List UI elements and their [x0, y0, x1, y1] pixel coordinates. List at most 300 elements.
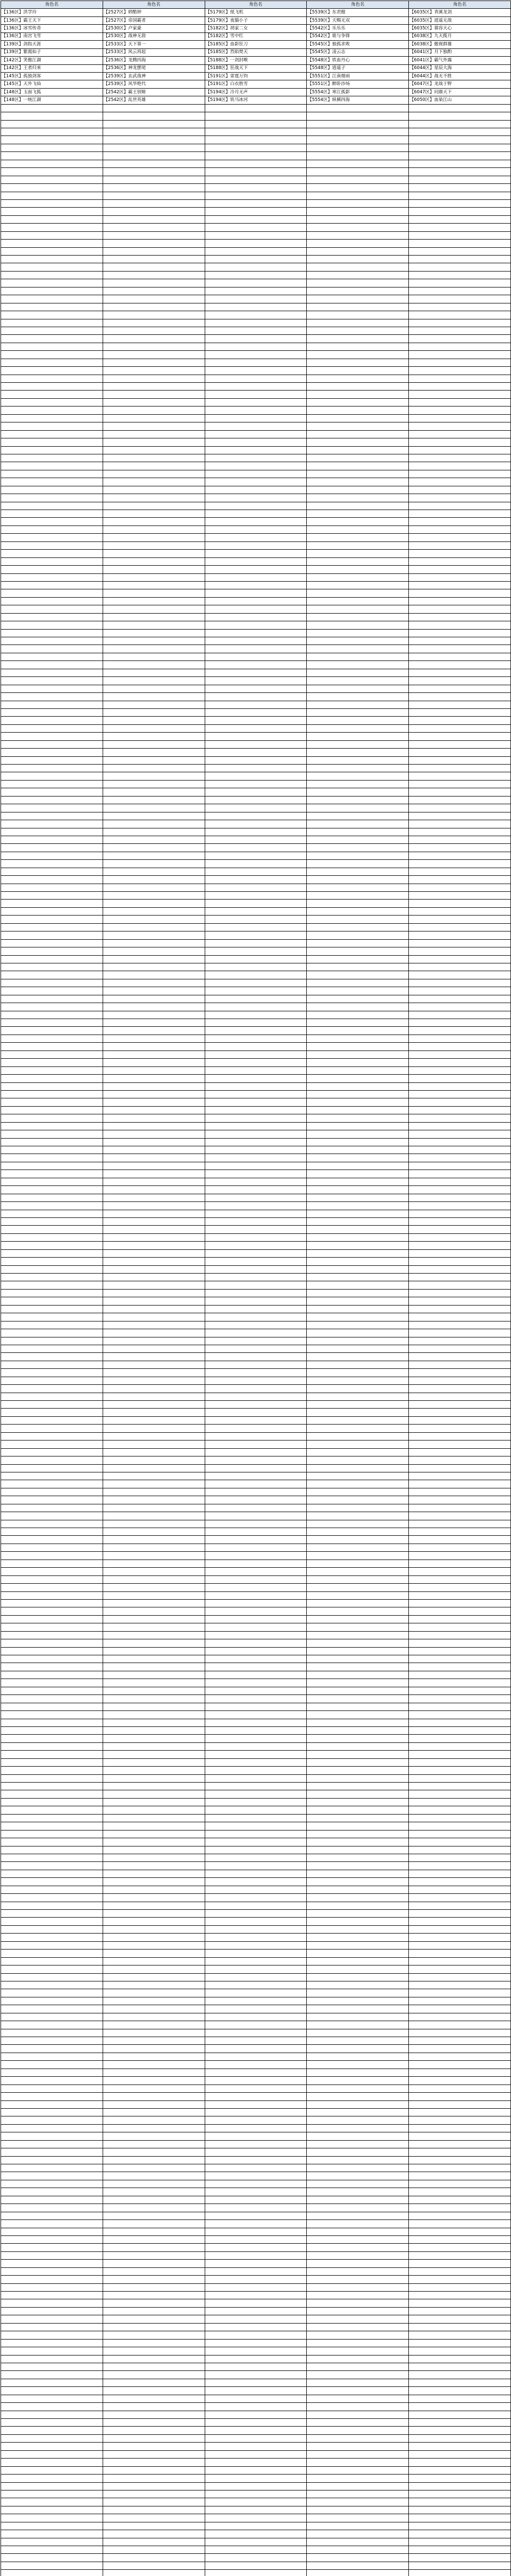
role-name-cell: 【2527区】婷酷钟 [103, 9, 205, 16]
role-name-cell [409, 669, 511, 676]
role-name-cell [1, 1512, 103, 1520]
role-name-cell [1, 605, 103, 613]
table-row [1, 2148, 511, 2156]
role-name-cell [205, 2164, 307, 2172]
table-row [1, 152, 511, 160]
role-name-cell [1, 391, 103, 398]
role-name-cell [409, 2235, 511, 2243]
role-name-cell [205, 1130, 307, 1138]
table-row [1, 2235, 511, 2243]
role-name-cell [307, 573, 409, 581]
role-name-cell [205, 1711, 307, 1719]
role-name-cell [1, 947, 103, 955]
table-row [1, 1448, 511, 1456]
role-name-cell [205, 1146, 307, 1154]
role-name-cell [1, 398, 103, 406]
role-name-cell [409, 1297, 511, 1305]
role-name-cell [1, 1035, 103, 1042]
table-row [1, 2299, 511, 2307]
role-name-cell [307, 2188, 409, 2196]
role-name-cell [103, 367, 205, 375]
role-name-cell [307, 1663, 409, 1671]
role-name-cell [205, 947, 307, 955]
role-name-cell [409, 1456, 511, 1464]
role-name-cell: 【5551区】醉卧沙场 [307, 80, 409, 88]
table-row [1, 2459, 511, 2466]
table-row [1, 2331, 511, 2339]
role-name-cell [205, 486, 307, 494]
role-name-cell [307, 1289, 409, 1297]
table-row [1, 64, 511, 72]
role-name-cell [409, 303, 511, 311]
table-row [1, 478, 511, 486]
role-name-cell [103, 749, 205, 756]
role-name-cell [103, 1687, 205, 1694]
role-name-cell [205, 2172, 307, 2180]
role-name-cell [409, 573, 511, 581]
role-name-cell [103, 1790, 205, 1798]
role-name-cell [1, 772, 103, 780]
role-name-cell [307, 152, 409, 160]
role-name-cell [1, 1950, 103, 1957]
table-row [1, 1456, 511, 1464]
table-row [1, 1011, 511, 1019]
role-name-cell [307, 359, 409, 366]
role-name-cell: 【5191区】白衣胜雪 [205, 80, 307, 88]
role-name-cell [1, 2283, 103, 2291]
role-name-cell [205, 900, 307, 907]
table-row [1, 1043, 511, 1050]
table-row [1, 1321, 511, 1329]
role-name-cell [409, 947, 511, 955]
role-name-cell [409, 2554, 511, 2562]
role-name-cell [205, 2244, 307, 2251]
role-name-cell [1, 2299, 103, 2307]
role-name-cell [205, 1090, 307, 1098]
role-name-cell [307, 240, 409, 247]
role-name-cell [307, 1242, 409, 1249]
role-name-cell [205, 1186, 307, 1194]
table-row [1, 1806, 511, 1814]
role-name-cell [1, 1274, 103, 1281]
role-name-cell [103, 1122, 205, 1130]
table-row [1, 120, 511, 128]
table-row [1, 2116, 511, 2124]
table-row [1, 1703, 511, 1710]
role-name-cell [307, 1568, 409, 1575]
role-name-cell [409, 120, 511, 128]
role-name-cell: 【6035区】青溪龙剑 [409, 9, 511, 16]
role-name-cell [409, 494, 511, 502]
role-name-cell [205, 2283, 307, 2291]
role-name-cell [307, 2546, 409, 2554]
role-name-cell [205, 2124, 307, 2132]
role-name-cell [205, 1217, 307, 1225]
role-name-cell [205, 2005, 307, 2013]
role-name-cell [1, 1432, 103, 1440]
role-name-cell [1, 2045, 103, 2053]
table-row [1, 48, 511, 56]
role-name-cell [103, 2475, 205, 2482]
role-name-cell [307, 1735, 409, 1742]
role-name-cell [1, 1735, 103, 1742]
role-name-cell [307, 136, 409, 144]
role-name-cell [409, 812, 511, 820]
role-name-cell [1, 1425, 103, 1432]
role-name-cell [409, 557, 511, 565]
table-row [1, 629, 511, 637]
role-name-cell [1, 653, 103, 660]
role-name-cell [307, 1369, 409, 1377]
table-row [1, 16, 511, 24]
table-row [1, 733, 511, 740]
table-row [1, 1663, 511, 1671]
role-name-cell [307, 717, 409, 724]
role-name-cell [205, 637, 307, 645]
role-name-cell [307, 1075, 409, 1082]
role-name-cell [409, 1050, 511, 1058]
role-name-cell [307, 2260, 409, 2267]
table-row [1, 2156, 511, 2164]
role-name-cell [1, 1162, 103, 1170]
role-name-cell [103, 788, 205, 796]
table-row [1, 510, 511, 518]
role-name-cell [307, 2443, 409, 2450]
role-name-cell [409, 971, 511, 979]
role-name-cell [205, 2403, 307, 2411]
role-name-cell [1, 1989, 103, 1997]
role-name-cell [205, 923, 307, 931]
table-row [1, 454, 511, 462]
role-name-cell [307, 1265, 409, 1273]
role-name-cell [103, 2459, 205, 2466]
role-name-cell: 【6035区】逍遥无敌 [409, 16, 511, 24]
role-name-cell [307, 2267, 409, 2275]
role-name-cell [103, 1544, 205, 1551]
role-name-cell [409, 2180, 511, 2188]
table-row [1, 1814, 511, 1822]
role-name-cell [1, 1130, 103, 1138]
table-row [1, 2498, 511, 2506]
role-name-cell [307, 2498, 409, 2506]
role-name-cell [307, 279, 409, 287]
role-name-cell: 【5545区】独孤求败 [307, 41, 409, 48]
role-name-cell [409, 295, 511, 303]
role-name-cell [1, 820, 103, 828]
role-name-cell [307, 2490, 409, 2498]
table-row [1, 1496, 511, 1504]
table-row [1, 1488, 511, 1496]
role-name-cell [205, 367, 307, 375]
role-name-cell [1, 2053, 103, 2060]
role-name-cell [307, 2196, 409, 2204]
role-name-cell [1, 1726, 103, 1734]
role-name-cell [307, 852, 409, 859]
role-name-cell [307, 1560, 409, 1567]
table-row [1, 263, 511, 271]
role-name-cell [307, 383, 409, 391]
role-name-cell [409, 256, 511, 263]
role-name-cell [205, 383, 307, 391]
role-name-cell [205, 2045, 307, 2053]
role-name-cell [1, 780, 103, 788]
role-name-cell [205, 1194, 307, 1201]
role-name-cell [205, 526, 307, 533]
role-name-cell [1, 1066, 103, 1074]
role-name-cell [205, 1178, 307, 1185]
role-name-cell: 【5542区】乐乐乐 [307, 25, 409, 32]
table-row [1, 1957, 511, 1965]
role-name-cell [307, 2466, 409, 2474]
table-row [1, 518, 511, 526]
role-name-cell [205, 812, 307, 820]
role-name-cell [409, 2140, 511, 2148]
role-name-cell [205, 1210, 307, 1217]
role-name-cell [103, 2212, 205, 2219]
role-name-cell [409, 1512, 511, 1520]
role-name-cell [205, 2307, 307, 2315]
role-name-cell [409, 263, 511, 271]
role-name-cell [1, 2490, 103, 2498]
table-row [1, 1003, 511, 1011]
role-name-cell [103, 1679, 205, 1687]
role-name-cell [409, 2069, 511, 2076]
role-name-cell [205, 2331, 307, 2339]
role-name-cell [103, 2292, 205, 2299]
role-name-cell [1, 1059, 103, 1066]
role-name-cell [103, 1377, 205, 1384]
role-name-cell [307, 1973, 409, 1981]
role-name-cell [205, 104, 307, 112]
role-name-cell [103, 1528, 205, 1536]
role-name-cell [1, 1075, 103, 1082]
role-name-cell: 【139区】紫霞仙子 [1, 48, 103, 56]
role-name-cell [103, 1973, 205, 1981]
table-row [1, 1528, 511, 1536]
role-name-cell [103, 1814, 205, 1822]
table-row [1, 1154, 511, 1162]
role-name-cell [409, 1806, 511, 1814]
table-row [1, 287, 511, 295]
role-name-cell [1, 343, 103, 350]
role-name-cell [1, 749, 103, 756]
role-name-cell [409, 343, 511, 350]
role-name-cell [205, 844, 307, 852]
table-row [1, 184, 511, 192]
table-row [1, 303, 511, 311]
role-name-cell [409, 1870, 511, 1877]
role-name-cell [205, 2395, 307, 2402]
role-name-cell [1, 2220, 103, 2228]
role-name-cell [103, 295, 205, 303]
role-name-cell [1, 438, 103, 446]
role-name-cell [205, 1965, 307, 1973]
role-name-cell [103, 931, 205, 939]
role-name-cell [103, 231, 205, 239]
role-name-cell [409, 1647, 511, 1655]
role-name-cell [1, 2522, 103, 2530]
role-name-cell [205, 2427, 307, 2434]
role-name-cell [1, 1568, 103, 1575]
role-name-cell [103, 2235, 205, 2243]
role-name-cell [409, 430, 511, 438]
role-name-cell [307, 1703, 409, 1710]
role-name-cell [205, 860, 307, 868]
role-name-cell [409, 398, 511, 406]
table-row [1, 2276, 511, 2283]
table-row [1, 1798, 511, 1806]
role-name-cell [103, 176, 205, 183]
role-name-cell [205, 1409, 307, 1416]
role-name-cell [205, 2053, 307, 2060]
role-name-cell [1, 2506, 103, 2514]
role-name-cell: 【5194区】铁马冰河 [205, 96, 307, 104]
role-name-cell [307, 1798, 409, 1806]
role-name-cell [409, 2450, 511, 2458]
role-name-cell [409, 2538, 511, 2546]
role-name-cell [103, 765, 205, 772]
role-name-cell [1, 1783, 103, 1790]
role-name-cell [103, 215, 205, 223]
role-name-cell [1, 1504, 103, 1512]
role-name-cell [307, 1226, 409, 1233]
role-name-cell [1, 271, 103, 279]
table-row [1, 1472, 511, 1480]
role-name-cell [409, 1925, 511, 1933]
role-name-cell [103, 1591, 205, 1599]
table-row [1, 1353, 511, 1361]
role-name-cell [205, 1957, 307, 1965]
role-name-cell [307, 1496, 409, 1504]
table-row [1, 144, 511, 151]
table-row [1, 470, 511, 478]
role-name-cell [409, 1409, 511, 1416]
table-row [1, 1019, 511, 1027]
role-name-cell [1, 2498, 103, 2506]
role-name-cell [205, 1568, 307, 1575]
role-name-cell [409, 2045, 511, 2053]
table-row [1, 1655, 511, 1663]
role-name-cell [307, 550, 409, 557]
role-name-cell [409, 2132, 511, 2140]
table-row [1, 1695, 511, 1703]
table-row [1, 1997, 511, 2005]
table-row [1, 2212, 511, 2219]
role-name-cell: 【2539区】玄武战神 [103, 72, 205, 80]
table-row [1, 1758, 511, 1766]
role-name-cell [307, 1910, 409, 1918]
role-name-cell [409, 2395, 511, 2402]
table-row [1, 72, 511, 80]
role-name-cell [205, 2315, 307, 2323]
role-name-cell [409, 1440, 511, 1448]
role-name-cell [307, 1822, 409, 1830]
role-name-cell [1, 1146, 103, 1154]
table-row [1, 128, 511, 136]
role-name-cell [409, 765, 511, 772]
role-name-cell [205, 2363, 307, 2370]
role-name-cell [205, 422, 307, 430]
role-name-cell [307, 104, 409, 112]
role-name-cell [1, 311, 103, 319]
role-name-cell [205, 629, 307, 637]
role-name-cell [307, 541, 409, 549]
role-name-cell [205, 1480, 307, 1488]
role-name-cell [307, 1393, 409, 1400]
role-name-cell [205, 2434, 307, 2442]
role-name-cell [103, 589, 205, 597]
role-name-cell [103, 128, 205, 136]
role-name-cell [307, 1814, 409, 1822]
role-name-cell [1, 1464, 103, 1472]
role-name-cell [307, 995, 409, 1003]
role-name-cell [1, 1607, 103, 1615]
role-name-cell [103, 2283, 205, 2291]
role-name-cell [205, 995, 307, 1003]
role-name-cell [103, 693, 205, 701]
table-row [1, 1774, 511, 1782]
role-name-cell [307, 947, 409, 955]
role-name-cell [205, 1814, 307, 1822]
role-name-cell [307, 2276, 409, 2283]
role-name-cell [307, 566, 409, 573]
role-name-cell [205, 247, 307, 255]
table-row [1, 1194, 511, 1201]
table-row [1, 1894, 511, 1902]
role-name-cell: 【5548区】逍遥子 [307, 64, 409, 72]
role-name-cell [205, 1973, 307, 1981]
role-name-cell [103, 1965, 205, 1973]
role-name-cell [205, 566, 307, 573]
role-name-cell [409, 541, 511, 549]
role-name-cell [103, 1615, 205, 1623]
role-name-cell: 【6044区】星辰大海 [409, 64, 511, 72]
role-name-cell [1, 2077, 103, 2084]
role-name-cell [409, 1695, 511, 1703]
role-name-cell [103, 518, 205, 526]
role-name-cell [409, 1726, 511, 1734]
role-name-cell: 【145区】天外飞仙 [1, 80, 103, 88]
role-name-cell [307, 1854, 409, 1861]
role-name-cell [103, 2562, 205, 2569]
role-name-cell [409, 1758, 511, 1766]
role-name-cell [409, 1345, 511, 1352]
role-name-cell [307, 1671, 409, 1679]
role-name-cell [103, 1043, 205, 1050]
role-name-cell [1, 1210, 103, 1217]
table-row [1, 319, 511, 327]
role-name-cell [409, 2379, 511, 2386]
role-name-cell [205, 1838, 307, 1846]
table-row [1, 2434, 511, 2442]
table-row [1, 1687, 511, 1694]
table-row [1, 812, 511, 820]
role-name-cell [409, 2084, 511, 2092]
role-name-cell [1, 2251, 103, 2259]
role-name-cell [409, 1910, 511, 1918]
role-name-cell [1, 2108, 103, 2116]
role-name-cell [205, 2554, 307, 2562]
role-name-cell [307, 1321, 409, 1329]
role-name-cell [1, 2562, 103, 2569]
role-name-cell [103, 152, 205, 160]
role-name-cell [307, 1385, 409, 1393]
table-row [1, 701, 511, 708]
role-name-cell [103, 2355, 205, 2363]
table-row [1, 1138, 511, 1146]
role-name-cell [103, 2427, 205, 2434]
role-name-cell [205, 724, 307, 732]
